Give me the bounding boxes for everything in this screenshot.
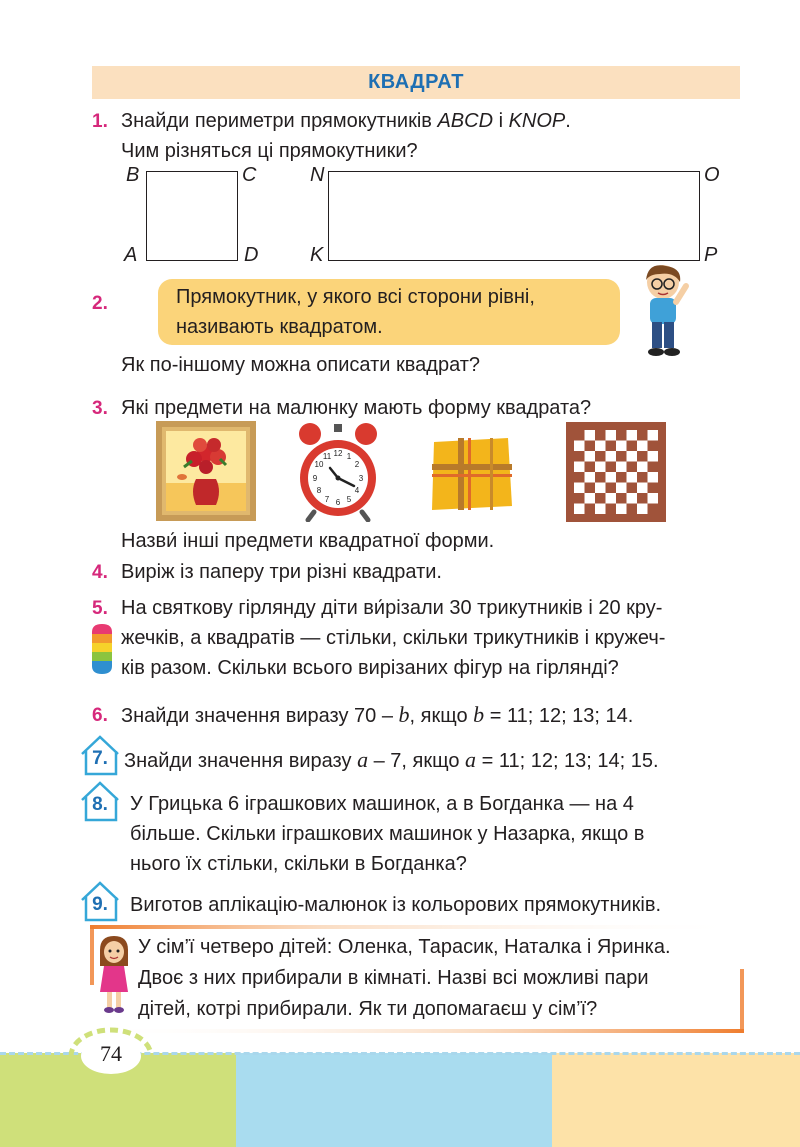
flower-painting-icon <box>156 421 256 521</box>
bonus-line1: У сім’ї четверо дітей: Оленка, Тарасик, Наталка і Яринка. <box>138 936 671 958</box>
boy-illustration <box>630 264 700 358</box>
clock-number-11: 11 <box>322 452 332 461</box>
footer-band-peach <box>552 1053 800 1147</box>
checkerboard-icon <box>566 422 666 522</box>
task-7-text: Знайди значення виразу a – 7, якщо a = 11; 12; 13; 14; 15. <box>124 747 659 772</box>
clock-number-2: 2 <box>354 460 360 469</box>
task-4-number: 4. <box>92 562 108 583</box>
callout-line1: Прямокутник, у якого всі сторони рівні, <box>176 286 535 308</box>
page-title: КВАДРАТ <box>368 71 464 93</box>
clock-number-10: 10 <box>314 460 324 469</box>
footer-band-blue <box>236 1053 552 1147</box>
clock-number-7: 7 <box>324 495 330 504</box>
vertex-b: B <box>126 164 140 186</box>
bonus-line3: дітей, котрі прибирали. Як ти допомагаєш у сім’ї? <box>138 998 598 1020</box>
rectangle-knop <box>328 171 700 261</box>
clock-number-5: 5 <box>346 495 352 504</box>
task-3-text: Які предмети на малюнку мають форму квадрата? <box>121 397 592 419</box>
task-9-text: Виготов аплікацію-малюнок із кольорових прямокутників. <box>130 894 662 916</box>
task-5-line3: ків разом. Скільки всього вирізаних фігур на гірлянді? <box>121 657 619 679</box>
task-8-line3: нього їх стільки, скільки в Богданка? <box>130 853 467 875</box>
homework-house-icon-7 <box>78 734 122 778</box>
task-7-number: 7. <box>92 748 108 769</box>
vertex-k: K <box>310 244 324 266</box>
task-5-line1: На святкову гірлянду діти ви́різали 30 трикутників і 20 кру- <box>121 597 663 619</box>
task-3-followup: Назви́ інші предмети квадратної форми. <box>121 530 495 552</box>
task-6-number: 6. <box>92 705 108 726</box>
bonus-line2: Двоє з них прибирали в кімнаті. Назві всі можливі пари <box>138 967 649 989</box>
vertex-d: D <box>244 244 259 266</box>
clock-number-1: 1 <box>346 452 352 461</box>
girl-illustration <box>94 936 134 1016</box>
alarm-clock-icon <box>296 420 380 522</box>
clock-number-3: 3 <box>358 474 364 483</box>
task-1-number: 1. <box>92 111 108 132</box>
clock-number-4: 4 <box>354 486 360 495</box>
task-3-number: 3. <box>92 398 108 419</box>
homework-house-icon-8 <box>78 780 122 824</box>
task-1-line1: Знайди периметри прямокутників ABCD і KNOP. <box>121 110 571 132</box>
task-2-number: 2. <box>92 293 108 314</box>
clock-number-8: 8 <box>316 486 322 495</box>
clock-number-12: 12 <box>333 449 343 458</box>
clock-number-9: 9 <box>312 474 318 483</box>
vertex-o: O <box>704 164 720 186</box>
task-2-question: Як по-іншому можна описати квадрат? <box>121 354 481 376</box>
task-8-line2: більше. Скільки іграшкових машинок у Назарка, якщо в <box>130 823 645 845</box>
task-5-number: 5. <box>92 598 108 619</box>
vertex-c: C <box>242 164 257 186</box>
rectangle-abcd <box>146 171 238 261</box>
page-number: 74 <box>100 1041 122 1066</box>
task-8-number: 8. <box>92 794 108 815</box>
vertex-p: P <box>704 244 718 266</box>
task-5-line2: жечків, а квадратів — стільки, скільки трикутників і кружеч- <box>121 627 666 649</box>
vertex-a: A <box>124 244 138 266</box>
difficulty-stack-icon <box>90 622 114 678</box>
task-1-line2: Чим різняться ці прямокутники? <box>121 140 418 162</box>
task-9-number: 9. <box>92 894 108 915</box>
vertex-n: N <box>310 164 325 186</box>
task-4-text: Виріж із паперу три різні квадрати. <box>121 561 442 583</box>
plaid-napkin-icon <box>428 436 514 512</box>
homework-house-icon-9 <box>78 880 122 924</box>
callout-line2: називають квадратом. <box>176 316 383 338</box>
clock-number-6: 6 <box>335 498 341 507</box>
task-6-text: Знайди значення виразу 70 – b, якщо b = 11; 12; 13; 14. <box>121 702 634 727</box>
task-8-line1: У Грицька 6 іграшкових машинок, а в Богданка — на 4 <box>130 793 634 815</box>
